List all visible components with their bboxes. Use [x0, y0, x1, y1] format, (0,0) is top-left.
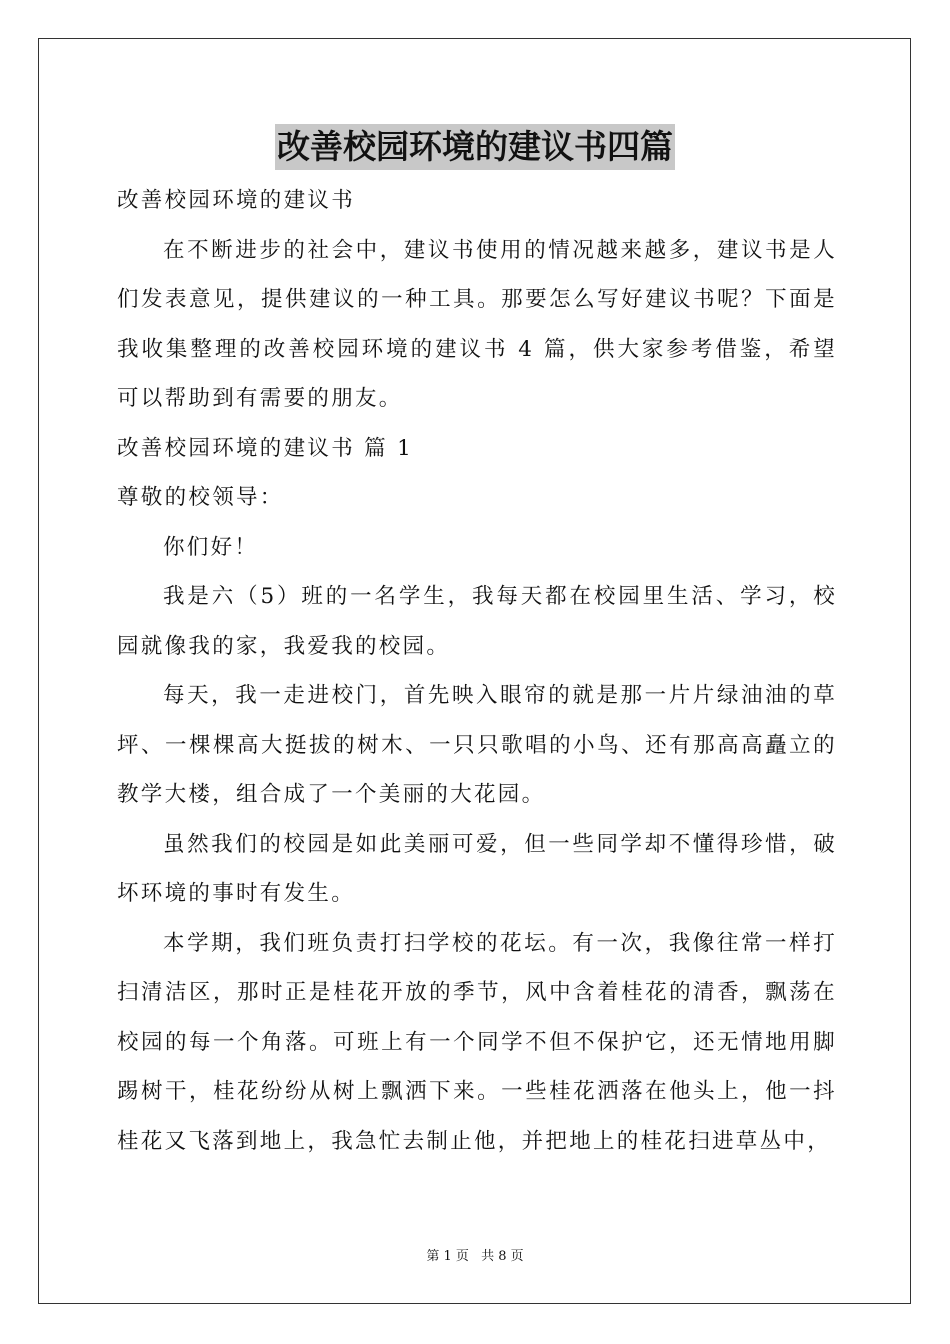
paragraph-section-heading: 改善校园环境的建议书 篇 1 — [117, 435, 414, 461]
page-number-total: 共 8 页 — [481, 1249, 524, 1264]
paragraph-subtitle: 改善校园环境的建议书 — [117, 188, 356, 213]
paragraph-body: 虽然我们的校园是如此美丽可爱，但一些同学却不懂得珍惜，破坏环境的事时有发生。 — [117, 831, 837, 906]
page-footer — [0, 1248, 950, 1266]
title-container — [0, 124, 950, 170]
paragraph-salutation: 尊敬的校领导： — [117, 485, 284, 510]
document-body — [117, 176, 837, 1166]
paragraph-body: 本学期，我们班负责打扫学校的花坛。有一次，我像往常一样打扫清洁区，那时正是桂花开放的季节，风中含着桂花的清香，飘荡在校园的每一个角落。可班上有一个同学不但不保护它，还无情地用脚踢树干，桂花纷纷从树上飘洒下来。一些桂花洒落在他头上，他一抖桂花又飞落到地上，我急忙去制止他，并把地上的桂花扫进草丛中， — [117, 930, 837, 1154]
paragraph-greeting: 你们好！ — [163, 534, 259, 560]
paragraph-body: 我是六（5）班的一名学生，我每天都在校园里生活、学习，校园就像我的家，我爱我的校园。 — [117, 584, 837, 659]
paragraph-intro: 在不断进步的社会中，建议书使用的情况越来越多，建议书是人们发表意见，提供建议的一种工具。那要怎么写好建议书呢？下面是我收集整理的改善校园环境的建议书 4 篇，供大家参考借鉴，希望可以帮助到有需要的朋友。 — [117, 237, 837, 411]
paragraph-body: 每天，我一走进校门，首先映入眼帘的就是那一片片绿油油的草坪、一棵棵高大挺拔的树木、一只只歌唱的小鸟、还有那高高矗立的教学大楼，组合成了一个美丽的大花园。 — [117, 683, 837, 807]
document-title: 改善校园环境的建议书四篇 — [275, 124, 675, 170]
page-number-current: 第 1 页 — [426, 1249, 469, 1264]
